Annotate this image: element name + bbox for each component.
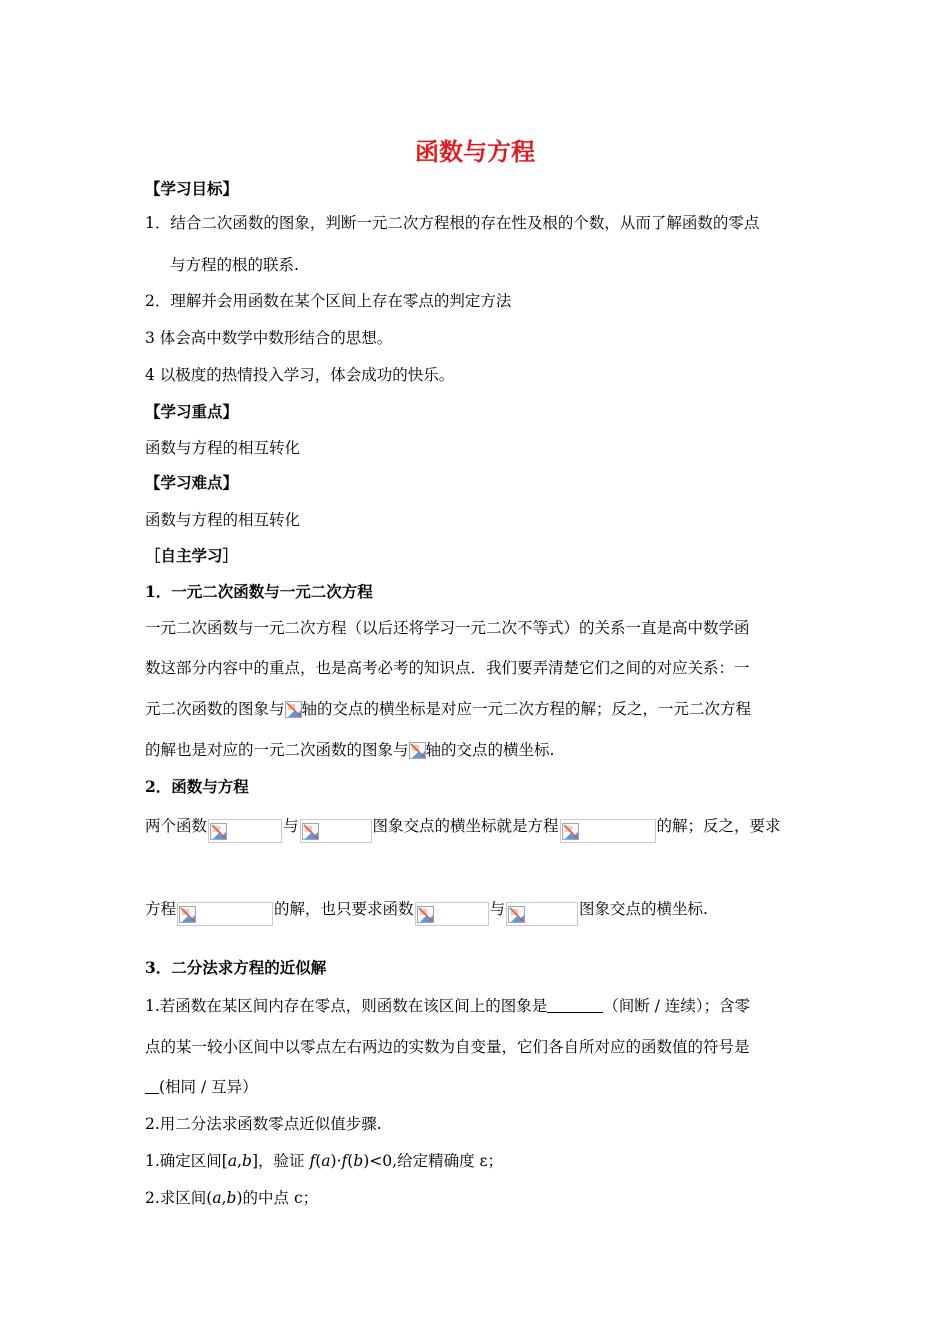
formula-image-box xyxy=(300,819,372,843)
broken-image-icon xyxy=(417,906,434,923)
section-1-line-3a: 元二次函数的图象与 xyxy=(145,700,285,718)
f-b: f xyxy=(341,1152,348,1170)
section-2-row-2 xyxy=(145,898,708,926)
goals-heading: 【学习目标】 xyxy=(145,179,239,198)
self-study-heading: ［自主学习］ xyxy=(145,546,239,565)
section-1-line-2: 数这部分内容中的重点，也是高考必考的知识点．我们要弄清楚它们之间的对应关系：一 xyxy=(145,659,750,677)
section-2-r1c: 图象交点的横坐标就是方程 xyxy=(372,817,559,835)
answer-blank[interactable] xyxy=(547,997,603,1013)
broken-image-icon xyxy=(409,742,426,759)
page-title: 函数与方程 xyxy=(415,137,535,166)
step-1a: 1.确定区间[ xyxy=(145,1152,228,1170)
broken-image-icon xyxy=(210,823,227,840)
section-1-line-4a: 的解也是对应的一元二次函数的图象与 xyxy=(145,741,409,759)
broken-image-icon xyxy=(302,823,319,840)
section-3-title-text: 3．二分法求方程的近似解 xyxy=(145,958,327,977)
section-2-r1b: 与 xyxy=(283,817,299,835)
var-b: b xyxy=(242,1152,252,1170)
f-a: f xyxy=(309,1152,316,1170)
var-a: a xyxy=(227,1152,238,1170)
formula-image-box xyxy=(208,819,282,843)
goal-1: 1．结合二次函数的图象，判断一元二次方程根的存在性及根的个数，从而了解函数的零点 xyxy=(145,214,760,232)
goal-1-cont: 与方程的根的联系. xyxy=(170,256,299,274)
answer-blank[interactable] xyxy=(145,1078,159,1094)
section-3-para-2: 点的某一较小区间中以零点左右两边的实数为自变量，它们各自所对应的函数值的符号是 xyxy=(145,1038,750,1056)
section-1-line-4b: 轴的交点的横坐标. xyxy=(425,741,555,759)
goal-2: 2．理解并会用函数在某个区间上存在零点的判定方法 xyxy=(145,292,512,310)
section-3-p1b: （间断 / 连续）；含零 xyxy=(603,997,751,1015)
broken-image-icon xyxy=(285,701,302,718)
section-2-r2a: 方程 xyxy=(145,900,177,918)
formula-image-box xyxy=(560,819,656,843)
section-3-para-4: 2.用二分法求函数零点近似值步骤. xyxy=(145,1115,382,1133)
section-3-title xyxy=(145,957,326,979)
broken-image-icon xyxy=(508,906,525,923)
step-1c: <0,给定精确度 ε； xyxy=(369,1152,504,1170)
section-2-row-1 xyxy=(145,815,781,843)
formula-image-box xyxy=(415,902,489,926)
step-2: 2.求区间(a,b)的中点 c； xyxy=(145,1189,319,1207)
formula-image-box xyxy=(506,902,578,926)
key-point-text: 函数与方程的相互转化 xyxy=(145,439,301,457)
section-3-para-1 xyxy=(145,995,750,1017)
section-2-r2c: 与 xyxy=(489,900,506,918)
var-b: b xyxy=(226,1189,237,1207)
section-1-title: 1．一元二次函数与一元二次方程 xyxy=(145,582,373,601)
section-1-line-3 xyxy=(145,698,751,720)
goal-4: 4 以极度的热情投入学习，体会成功的快乐。 xyxy=(145,366,455,384)
section-3-p3b: (相同 / 互异） xyxy=(159,1078,258,1096)
section-3-para-3 xyxy=(145,1076,258,1098)
broken-image-icon xyxy=(179,906,196,923)
section-2-r2d: 图象交点的横坐标. xyxy=(579,900,708,918)
section-2-r2b: 的解，也只要求函数 xyxy=(274,900,414,918)
section-2-r1d: 的解；反之，要求 xyxy=(656,817,781,835)
step-2b: )的中点 c； xyxy=(236,1189,319,1207)
step-1b: ]，验证 xyxy=(251,1152,310,1170)
section-3-p1a: 1.若函数在某区间内存在零点，则函数在该区间上的图象是 xyxy=(145,997,548,1015)
difficulty-heading: 【学习难点】 xyxy=(145,473,239,492)
section-2-title: 2．函数与方程 xyxy=(145,777,249,796)
section-2-r1a: 两个函数 xyxy=(145,817,208,835)
section-1-line-1: 一元二次函数与一元二次方程（以后还将学习一元二次不等式）的关系一直是高中数学函 xyxy=(145,619,750,637)
broken-image-icon xyxy=(562,823,579,840)
var-a: a xyxy=(212,1189,222,1207)
difficulty-text: 函数与方程的相互转化 xyxy=(145,511,301,529)
section-1-line-4 xyxy=(145,739,554,761)
formula-image-box xyxy=(177,902,273,926)
goal-3: 3 体会高中数学中数形结合的思想。 xyxy=(145,329,393,347)
step-1: 1.确定区间[a,b]，验证 f(a)·f(b)<0,给定精确度 ε； xyxy=(145,1152,504,1170)
section-1-line-3b: 轴的交点的横坐标是对应一元二次方程的解；反之，一元二次方程 xyxy=(301,700,752,718)
step-2a: 2.求区间( xyxy=(145,1189,213,1207)
key-point-heading: 【学习重点】 xyxy=(145,402,239,421)
